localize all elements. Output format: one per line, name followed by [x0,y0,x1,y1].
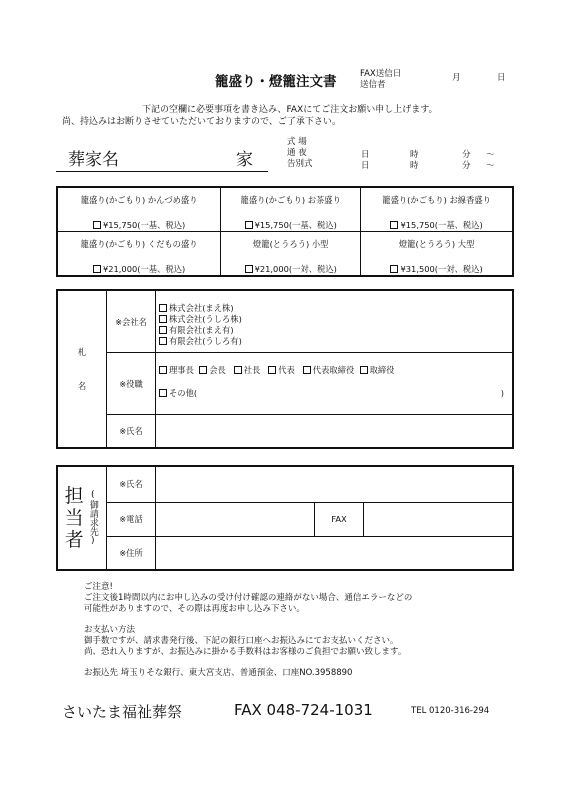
address-label: ※住所 [107,536,156,570]
family-suffix: 家 [236,150,253,170]
checkbox [93,265,101,273]
caution-line: ご注文後1時間以内にお申し込みの受け付け確認の連絡がない場合、通信エラーなどの [84,593,413,603]
position-options[interactable]: 理事長 会長 社長 代表 代表取締役 取締役 その他( ) [156,353,514,415]
fax-label: FAX [315,502,364,536]
instruction-line: 尚、持込みはお断りさせていただいておりますので、ご了承下さい。 [62,117,341,127]
fuda-name-label: ※氏名 [107,415,156,448]
product-cell[interactable]: 籠盛り(かごもり) かんづめ盛り ¥15,750(一基、税込) [57,187,221,232]
document-title: 籠盛り・燈籠注文書 [215,74,337,90]
company-label: ※会社名 [107,290,156,353]
family-name-line[interactable] [56,171,268,172]
name-plate-table [56,289,514,449]
contact-title: 担当者 (御請求先) [57,466,107,570]
payment-title: お支払い方法 [84,625,136,635]
notes [84,582,412,679]
instructions [62,104,438,128]
minute-column: 分 分 [462,150,471,171]
phone-label: ※電話 [107,502,156,536]
day-label: 日 [497,73,506,83]
caution-title: ご注意! [84,582,113,592]
product-cell[interactable]: 燈籠(とうろう) 小型 ¥21,000(一対、税込) [221,232,361,277]
tilde-column: ～ ～ [486,150,495,171]
day-column: 日 日 [361,150,370,171]
month-label: 月 [452,73,461,83]
payment-line: 尚、恐れ入りますが、お振込みに掛かる手数料はお客様のご負担でお願い致します。 [84,647,407,657]
funeral-label: 告別式 [287,159,313,169]
phone-field[interactable] [156,502,315,536]
contact-table [56,465,514,571]
product-cell[interactable]: 燈籠(とうろう) 大型 ¥31,500(一対、税込) [361,232,513,277]
ceremony-labels [287,137,313,170]
payment-line: 御手数ですが、請求書発行後、下記の銀行口座へお振込みにてお支払いください。 [84,636,399,646]
hour-column: 時 時 [410,150,419,171]
company-fax: FAX 048-724-1031 [234,701,373,719]
checkbox [93,221,101,229]
product-cell[interactable]: 籠盛り(かごもり) くだもの盛り ¥21,000(一基、税込) [57,232,221,277]
name-plate-title: 札 名 [57,290,107,448]
fuda-name-field[interactable] [156,415,514,448]
checkbox [245,221,253,229]
product-table [56,186,514,277]
product-cell[interactable]: 籠盛り(かごもり) お茶盛り ¥15,750(一基、税込) [221,187,361,232]
checkbox [390,265,398,273]
instruction-line: 下記の空欄に必要事項を書き込み、FAXにてご注文お願い申し上げます。 [142,105,438,115]
wake-label: 通 夜 [287,148,307,158]
ceremony-venue-label: 式 場 [287,137,307,147]
family-name-label: 葬家名 [68,150,119,170]
fax-date-label: FAX送信日 [360,69,402,79]
product-cell[interactable]: 籠盛り(かごもり) お線香盛り ¥15,750(一基、税込) [361,187,513,232]
company-options[interactable]: 株式会社(まえ株) 株式会社(うしろ株) 有限会社(まえ有) 有限会社(うしろ有) [156,290,514,353]
contact-name-label: ※氏名 [107,466,156,502]
bank-info: お振込先 埼玉りそな銀行、東大宮支店、普通預金、口座NO.3958890 [84,668,353,678]
fax-field[interactable] [364,502,514,536]
company-tel: TEL 0120-316-294 [411,706,490,716]
sender-label: 送信者 [360,80,386,90]
address-field[interactable] [156,536,514,570]
position-label: ※役職 [107,353,156,415]
company-name: さいたま福祉葬祭 [62,703,183,721]
checkbox [245,265,253,273]
caution-line: 可能性がありますので、その際は再度お申し込み下さい。 [84,604,305,614]
contact-name-field[interactable] [156,466,514,502]
checkbox [390,221,398,229]
fax-date-area [360,69,401,91]
